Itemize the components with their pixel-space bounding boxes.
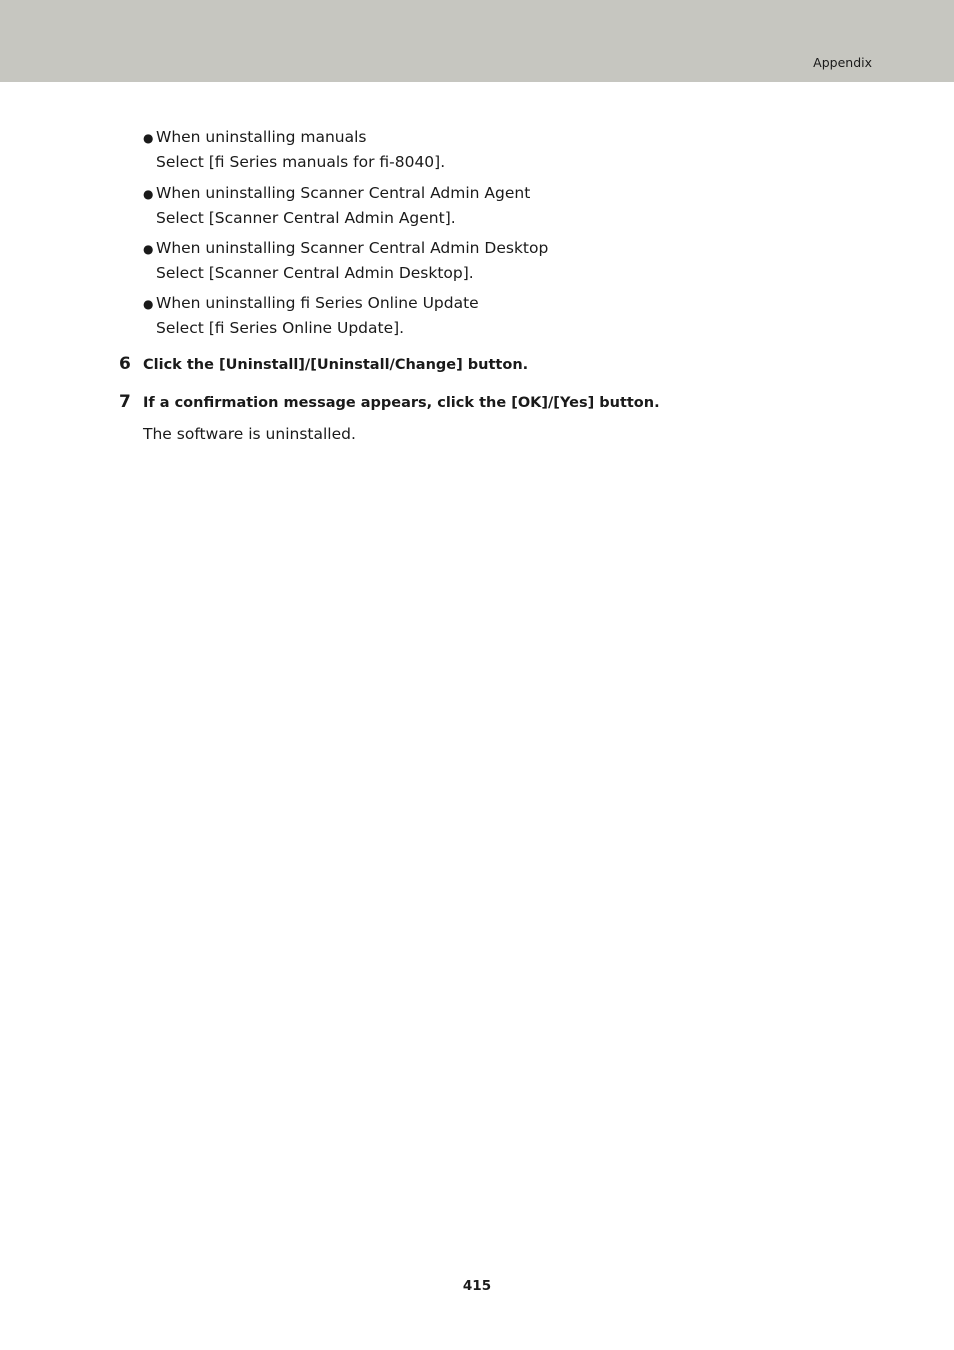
- bullet-instruction: Select [fi Series Online Update].: [156, 319, 405, 337]
- bullet-item-online-update: [143, 291, 843, 340]
- bullet-item-manuals: [143, 125, 843, 174]
- page-number: 415: [462, 1278, 492, 1294]
- step-text: If a confirmation message appears, click the [OK]/[Yes] button.: [143, 395, 660, 411]
- section-label: Appendix: [813, 55, 872, 70]
- bullet-item-agent: [143, 181, 843, 230]
- step-text: Click the [Uninstall]/[Uninstall/Change] button.: [143, 357, 529, 373]
- step-6: [119, 354, 528, 374]
- bullet-icon: ●: [143, 131, 154, 145]
- header-band: [0, 0, 954, 82]
- bullet-icon: ●: [143, 297, 154, 311]
- bullet-icon: ●: [143, 242, 154, 256]
- bullet-label: When uninstalling Scanner Central Admin Desktop: [156, 239, 549, 257]
- bullet-instruction: Select [fi Series manuals for fi-8040].: [156, 153, 446, 171]
- bullet-instruction: Select [Scanner Central Admin Desktop].: [156, 264, 474, 282]
- step-number: 7: [119, 392, 131, 412]
- bullet-icon: ●: [143, 187, 154, 201]
- bullet-item-desktop: [143, 236, 843, 285]
- step-number: 6: [119, 354, 131, 374]
- step-7: [119, 392, 660, 412]
- bullet-instruction: Select [Scanner Central Admin Agent].: [156, 209, 456, 227]
- bullet-label: When uninstalling fi Series Online Update: [156, 294, 479, 312]
- bullet-label: When uninstalling Scanner Central Admin Agent: [156, 184, 531, 202]
- bullet-label: When uninstalling manuals: [156, 128, 367, 146]
- step-result: The software is uninstalled.: [143, 425, 356, 443]
